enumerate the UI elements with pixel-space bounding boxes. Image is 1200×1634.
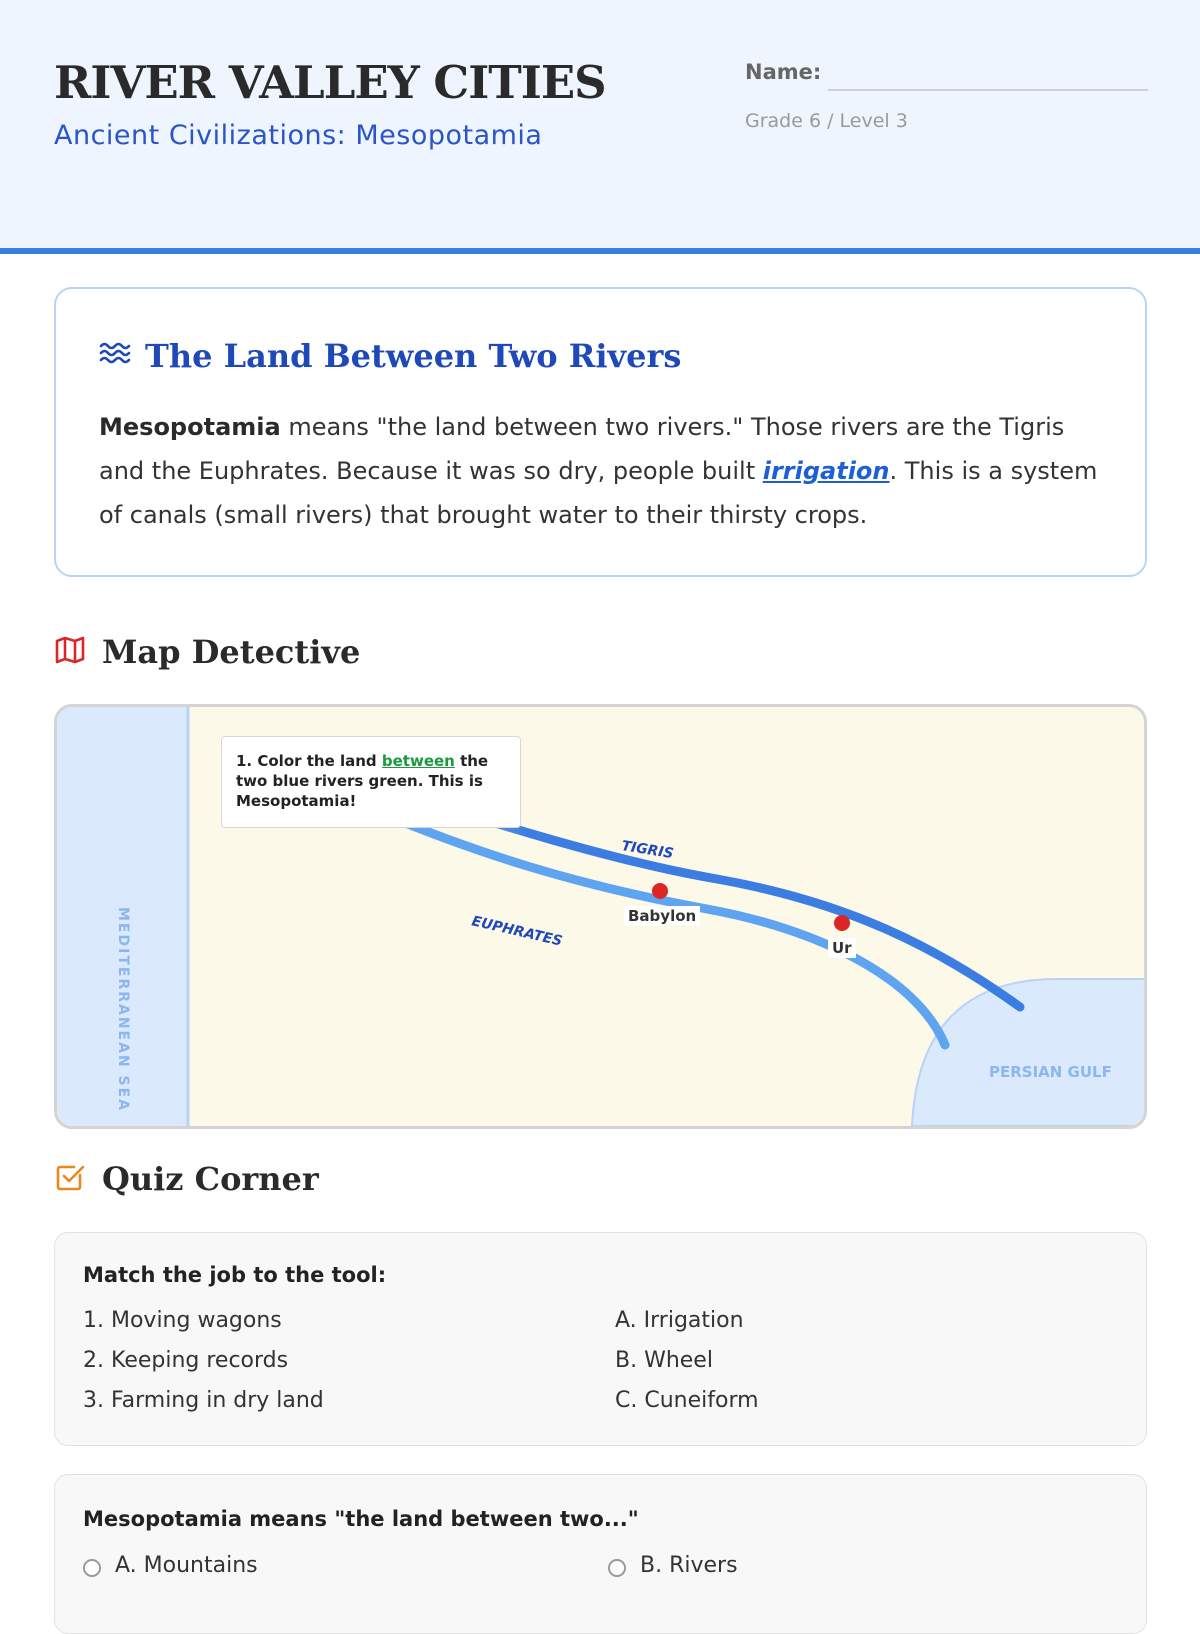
intro-title: The Land Between Two Rivers bbox=[145, 337, 682, 375]
persian-gulf bbox=[912, 979, 1144, 1126]
match-right-item: B. Wheel bbox=[615, 1348, 713, 1373]
ur-marker[interactable] bbox=[834, 915, 850, 931]
match-left-item: 1. Moving wagons bbox=[83, 1308, 282, 1333]
intro-text-part2: . This is a system of canals (small rivers) that brought water to their thirsty crops. bbox=[99, 457, 1098, 529]
match-right-item: A. Irrigation bbox=[615, 1308, 744, 1333]
mesopotamia-map bbox=[54, 704, 1147, 1129]
worksheet-header bbox=[0, 0, 1200, 254]
checkbox-icon bbox=[54, 1161, 86, 1197]
mc-question: Mesopotamia means "the land between two..." bbox=[83, 1507, 639, 1531]
grade-level: Grade 6 / Level 3 bbox=[745, 110, 908, 132]
option-b-radio[interactable] bbox=[608, 1559, 626, 1577]
match-left-item: 3. Farming in dry land bbox=[83, 1388, 324, 1413]
map-section-header bbox=[54, 633, 360, 671]
euphrates-label: EUPHRATES bbox=[470, 913, 564, 950]
matching-question-title: Match the job to the tool: bbox=[83, 1263, 387, 1287]
map-task-highlight: between bbox=[381, 752, 455, 770]
option-a-label[interactable]: A. Mountains bbox=[115, 1553, 258, 1578]
intro-text-part1: means "the land between two rivers." Those rivers are the Tigris and the Euphrates. Because it was so dry, people built bbox=[99, 413, 1065, 485]
sea-label: MEDITERRANEAN SEA bbox=[115, 907, 131, 1113]
city-label-ur: Ur bbox=[828, 938, 856, 958]
map-section-title: Map Detective bbox=[102, 633, 361, 671]
babylon-marker[interactable] bbox=[652, 883, 668, 899]
page-subtitle: Ancient Civilizations: Mesopotamia bbox=[54, 120, 543, 151]
name-field-line[interactable] bbox=[828, 89, 1148, 91]
waves-icon bbox=[99, 337, 131, 373]
intro-text bbox=[99, 405, 1104, 537]
multiple-choice-card bbox=[54, 1474, 1147, 1634]
intro-card bbox=[54, 287, 1147, 577]
option-b-label[interactable]: B. Rivers bbox=[640, 1553, 738, 1578]
match-left-item: 2. Keeping records bbox=[83, 1348, 289, 1373]
map-task-text-2: the two blue rivers green. This is Mesopotamia! bbox=[236, 752, 489, 810]
quiz-section-title: Quiz Corner bbox=[102, 1160, 319, 1198]
name-label: Name: bbox=[745, 60, 822, 84]
matching-question-card bbox=[54, 1232, 1147, 1446]
page-title: RIVER VALLEY CITIES bbox=[54, 56, 606, 109]
quiz-section-header bbox=[54, 1160, 319, 1198]
tigris-label: TIGRIS bbox=[620, 838, 675, 863]
term-irrigation: irrigation bbox=[762, 457, 890, 485]
term-mesopotamia: Mesopotamia bbox=[99, 413, 281, 441]
map-task-text-1: 1. Color the land bbox=[236, 752, 382, 770]
option-a-radio[interactable] bbox=[83, 1559, 101, 1577]
map-task bbox=[221, 736, 521, 828]
match-right-item: C. Cuneiform bbox=[615, 1388, 759, 1413]
map-icon bbox=[54, 634, 86, 670]
city-label-babylon: Babylon bbox=[624, 906, 700, 926]
gulf-label: PERSIAN GULF bbox=[989, 1063, 1112, 1081]
